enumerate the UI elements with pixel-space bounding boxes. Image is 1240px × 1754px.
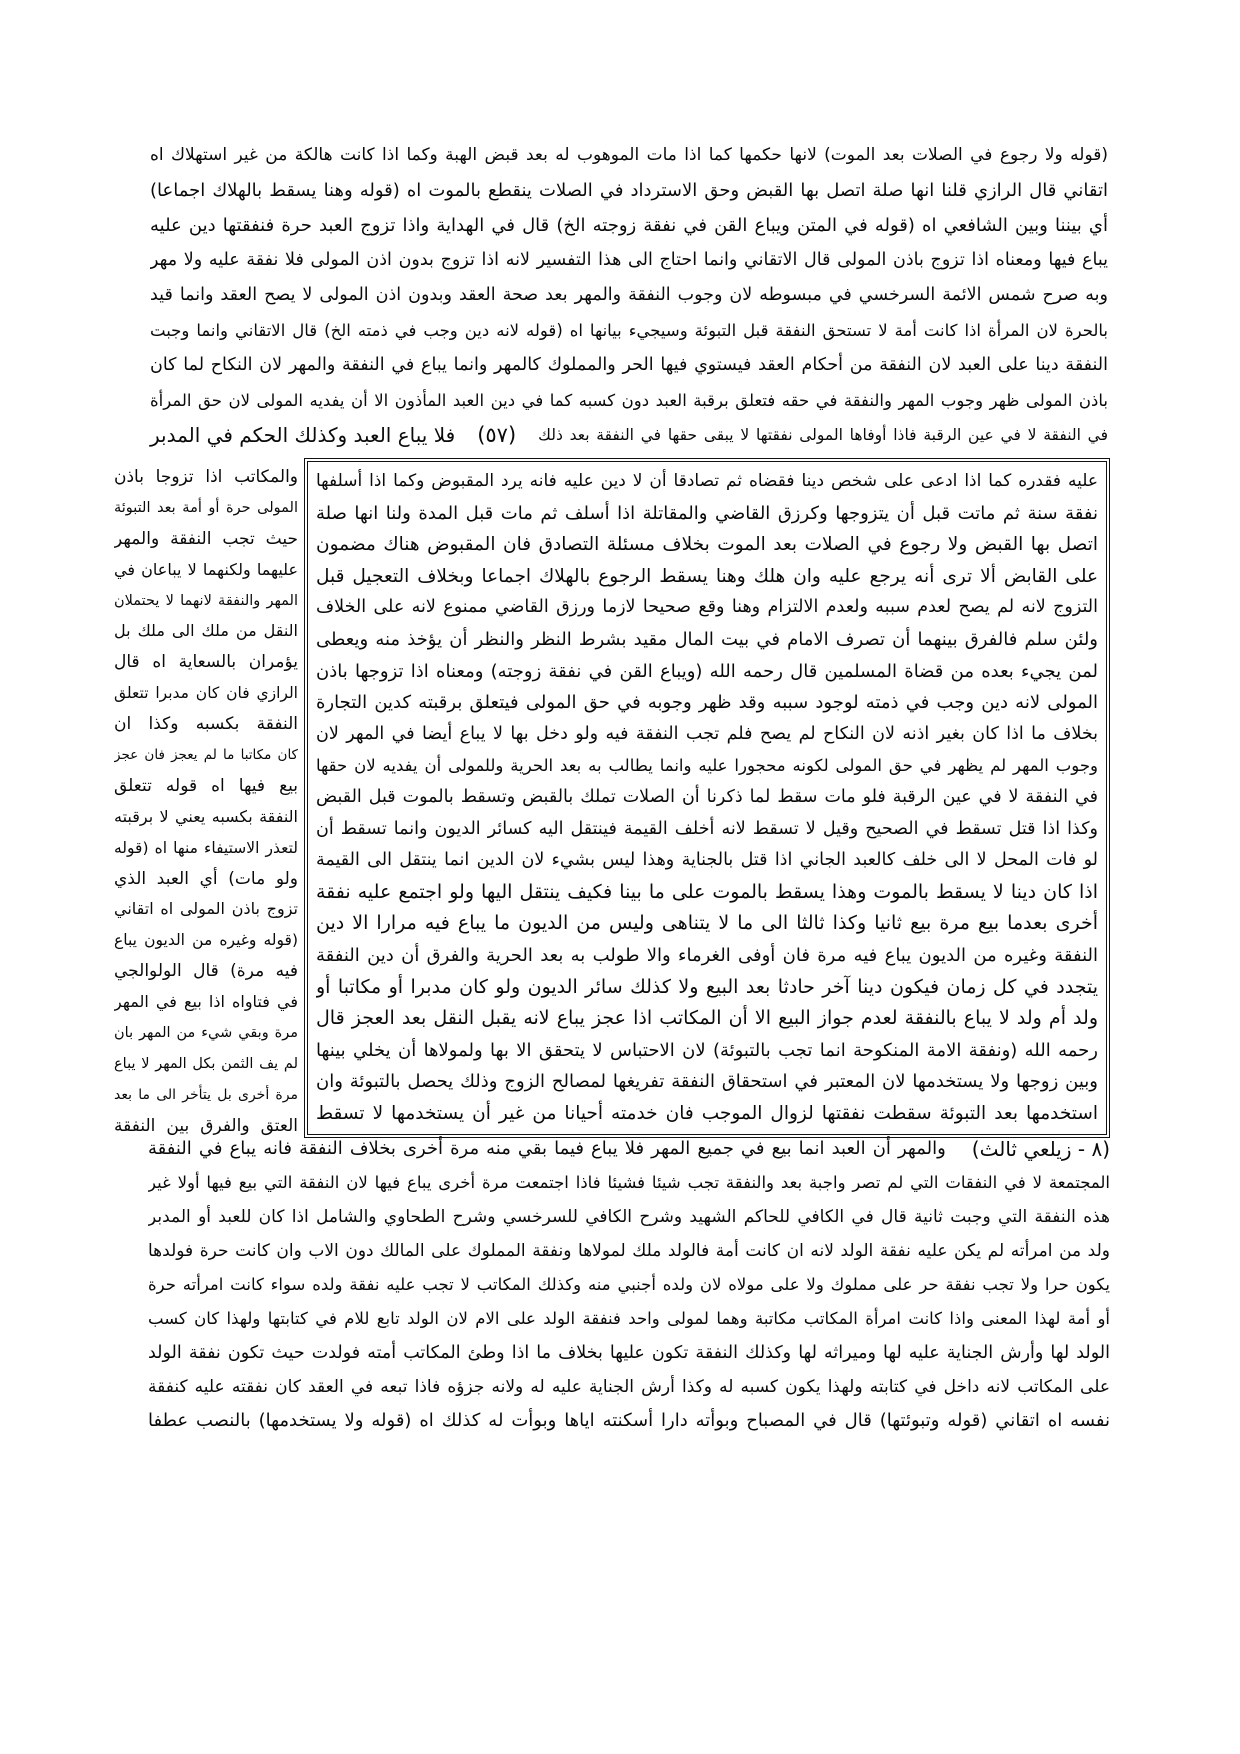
top-commentary (150, 138, 1108, 453)
main-text-line: بخلاف ما اذا كان بغير اذنه لان النكاح لم يصح فلم تجب النفقة فيه ولو دخل بها لا يباع أيضا في المهر لان (316, 723, 1098, 744)
commentary-line: باذن المولى ظهر وجوب المهر والنفقة في حقه فتعلق برقبة العبد دون كسبه كما في دين العبد المأذون الا أن يفديه المولى لان حق المرأة (150, 391, 1108, 410)
commentary-line: هذه النفقة التي وجبت ثانية قال في الكافي للحاكم الشهيد وشرح الكافي للسرخسي وشرح الطحاوي والشامل اذا كان للعبد أو المدبر (148, 1207, 1110, 1227)
margin-note-line: حيث تجب النفقة والمهر (114, 528, 298, 549)
main-text-frame (304, 458, 1110, 1138)
page-number: (٥٧) (477, 423, 517, 447)
margin-note-line: النفقة بكسبه وكذا ان (114, 714, 298, 735)
main-text-line: النفقة وغيره من الديون يباع فيه مرة فان أوفى الغرماء والا طولب به بعد الحرية والفرق أن دين النفقة (316, 944, 1098, 966)
margin-note-line: والمكاتب اذا تزوجا باذن (114, 467, 298, 487)
commentary-line: المجتمعة لا في النفقات التي لم تصر واجبة بعد والنفقة تجب شيئا فشيئا فاذا اجتمعت مرة أخرى يباع فيها لان النفقة التي بيع فيها أولا غير (148, 1173, 1110, 1192)
margin-note-line: النقل من ملك الى ملك بل (114, 621, 298, 641)
main-text-line: وجوب المهر لم يظهر في حق المولى لكونه محجورا عليه وانما يطالب به بعد الحرية وللمولى أن يفديه لان حقها (316, 756, 1098, 776)
main-text-line: وبين زوجها ولا يستخدمها لان المعتبر في استحقاق النفقة تفريغها لمصالح الزوج وذلك يحصل بالتبوئة وان (316, 1071, 1098, 1093)
commentary-line-segment: في النفقة لا في عين الرقبة فاذا أوفاها المولى نفقتها لا يبقى حقها في النفقة بعد ذلك (538, 426, 1108, 444)
signature-mark: (٨ - زيلعي ثالث) (971, 1137, 1110, 1161)
main-text-line: رحمه الله (ونفقة الامة المنكوحة انما تجب بالتبوئة) لان الاحتباس لا يتحقق الا بها ولمولاها أن يخلي بينها (316, 1039, 1098, 1061)
main-text-line: على القابض ألا ترى أنه يرجع عليه وان هلك وهنا يسقط الرجوع بالهلاك اجماعا وبخلاف التعجيل قبل (316, 565, 1098, 587)
commentary-line: النفقة دينا على العبد لان النفقة من أحكام العقد فيستوي فيها الحر والمملوك كالمهر وانما يباع في النفقة والمهر لان النكاح لما كان (150, 355, 1108, 375)
margin-note-line: المهر والنفقة لانهما لا يحتملان (114, 592, 298, 609)
margin-note-line: الرازي فان كان مدبرا تتعلق (114, 684, 298, 703)
main-text-line: المولى لانه دين وجب في ذمته لوجود سببه وقد ظهر وجوبه في حق المولى فيتعلق برقبته كدين التجارة (316, 692, 1098, 714)
commentary-line: بالحرة لان المرأة اذا كانت أمة لا تستحق النفقة قبل التبوئة وسيجيء بيانها اه (قوله لانه دين وجب في ذمته الخ) قال الاتقاني وانما وجبت (150, 321, 1108, 340)
bottom-commentary (148, 1132, 1110, 1438)
commentary-line: يباع فيها ومعناه اذا تزوج باذن المولى قال الاتقاني وانما احتاج الى هذا التفسير لانه اذا تزوج بدون اذن المولى فلا نفقة عليه ولا مهر (150, 250, 1108, 270)
commentary-line: أو أمة لهذا المعنى واذا كانت امرأة المكاتب مكاتبة وهما لمولى واحد فنفقة الولد على الام لان الولد تابع للام في كتابتها ولهذا كان كسب (148, 1309, 1110, 1328)
commentary-line: اتقاني قال الرازي قلنا انها صلة اتصل بها القبض وحق الاسترداد في الصلات ينقطع بالموت اه (قوله وهنا يسقط بالهلاك اجماعا) (150, 180, 1108, 201)
margin-note-line: فيه مرة) قال الولوالجي (114, 961, 298, 982)
margin-note-line: مرة أخرى بل يتأخر الى ما بعد (114, 1086, 298, 1103)
margin-note-line: عليهما ولكنهما لا يباعان في (114, 559, 298, 579)
main-text-line: نفقة سنة ثم ماتت قبل أن يتزوجها وكرزق القاضي والمقاتلة اذا أسلف ثم مات قبل المدة ولنا انها صلة (316, 502, 1098, 524)
commentary-line: الولد لها وأرش الجناية عليه لها وميراثه لها وكذلك النفقة تكون عليها بخلاف ما اذا وطئ المكاتب أمته فولدت حيث تكون نفقة الولد (148, 1343, 1110, 1363)
margin-note-line: العتق والفرق بين النفقة (114, 1115, 298, 1136)
margin-note-line: لم يف الثمن بكل المهر لا يباع (114, 1055, 298, 1072)
commentary-line-with-signature (148, 1132, 1110, 1166)
main-text-line: التزوج لانه لم يصح لعدم سببه ولعدم الالتزام وهنا وقع صحيحا لازما ورزق القاضي ممنوع لانه على الخلاف (316, 597, 1098, 618)
main-text-line: في النفقة لا في عين الرقبة فلو مات سقط لما ذكرنا أن الصلات تملك بالقبض وتسقط بالموت قبل القبض (316, 786, 1098, 807)
commentary-line: وبه صرح شمس الائمة السرخسي في مبسوطه لان وجوب النفقة والمهر بعد صحة العقد وبدون اذن المولى لا يصح العقد وانما قيد (150, 285, 1108, 305)
margin-note-line: النفقة بكسبه يعني لا برقبته (114, 806, 298, 826)
commentary-line: أي بيننا وبين الشافعي اه (قوله في المتن ويباع القن في نفقة زوجته الخ) قال في الهداية واذا تزوج العبد حرة فنفقتها دين عليه (150, 215, 1108, 236)
commentary-line: ولد من امرأته لم يكن عليه نفقة الولد لانه ان كانت أمة فالولد ملك لمولاها ونفقة المملوك على المالك دون الاب وان كانت حرة فولدها (148, 1241, 1110, 1261)
margin-note-line: لتعذر الاستيفاء منها اه (قوله (114, 838, 298, 857)
commentary-line: على المكاتب لانه داخل في كتابته ولهذا يكون كسبه له وكذا أرش الجناية عليه له ولانه جزؤه فاذا تبعه في العقد كان نفقته عليه كنفقة (148, 1377, 1110, 1397)
commentary-line: يكون حرا ولا تجب نفقة حر على مملوك ولا على مولاه لان ولده أجنبي منه وكذلك المكاتب لا تجب عليه نفقة ولده سواء كانت امرأته حرة (148, 1275, 1110, 1294)
margin-note-line: (قوله وغيره من الديون يباع (114, 931, 298, 950)
main-text-line: يتجدد في كل زمان فيكون دينا آخر حادثا بعد البيع ولا كذلك سائر الديون ولو كان مدبرا أو مكاتبا أو (316, 975, 1098, 998)
margin-note-line: مرة وبقي شيء من المهر بان (114, 1025, 298, 1042)
margin-note-line: كان مكاتبا ما لم يعجز فان عجز (114, 747, 298, 764)
margin-note-line: بيع فيها اه قوله تتعلق (114, 775, 298, 796)
commentary-line: (قوله ولا رجوع في الصلات بعد الموت) لانها حكمها كما اذا مات الموهوب له بعد قبض الهبة وكما اذا كانت هالكة من غير استهلاك اه (150, 145, 1108, 165)
margin-note-line: يؤمران بالسعاية اه قال (114, 652, 298, 673)
commentary-line: نفسه اه اتقاني (قوله وتبوئتها) قال في المصباح وبوأته دارا أسكنته اياها وبوأت له كذلك اه (قوله ولا يستخدمها) بالنصب عطفا (148, 1410, 1110, 1431)
main-text-line: اذا كان دينا لا يسقط بالموت وهذا يسقط بالموت على ما بينا فكيف ينتقل اليها ولو اجتمع عليه نفقة (316, 880, 1098, 903)
main-text-line: ولئن سلم فالفرق بينهما أن تصرف الامام في بيت المال مقيد بشرط النظر والنظر أن يؤخذ منه ويعطى (316, 628, 1098, 650)
margin-note-line: المولى حرة أو أمة بعد التبوئة (114, 499, 298, 516)
main-text-line: وكذا اذا قتل تسقط في الصحيح وقيل لا تسقط لانه أخلف القيمة فينتقل اليه كسائر الديون وانما تسقط أن (316, 818, 1098, 839)
margin-note-line: تزوج باذن المولى اه اتقاني (114, 899, 298, 919)
commentary-line-segment: والمهر أن العبد انما بيع في جميع المهر فلا يباع فيما بقي منه مرة أخرى بخلاف النفقة فانه يباع في النفقة (148, 1138, 946, 1159)
commentary-line-with-page-number (150, 418, 1108, 453)
main-text-line: اتصل بها القبض ولا رجوع في الصلات بعد الموت بخلاف مسئلة التصادق فان المقبوض هناك مضمون (316, 534, 1098, 556)
commentary-line-segment: فلا يباع العبد وكذلك الحكم في المدبر (150, 423, 456, 447)
main-text-line: استخدمها بعد التبوئة سقطت نفقتها لزوال الموجب فان خدمته أحيانا من غير أن يستخدمها لا تسقط (316, 1102, 1098, 1124)
margin-commentary (114, 462, 298, 1142)
main-text-line: عليه فقدره كما اذا ادعى على شخص دينا فقضاه ثم تصادقا أن لا دين عليه فانه يرد المقبوض وكما اذا أسلفها (316, 471, 1098, 491)
main-text-line: لو فات المحل لا الى خلف كالعبد الجاني اذا قتل بالجناية وهذا ليس بشيء لان الدين انما ينتقل الى القيمة (316, 850, 1098, 871)
margin-note-line: في فتاواه اذا بيع في المهر (114, 992, 298, 1012)
main-text-line: ولد أم ولد لا يباع بالنفقة لعدم جواز البيع الا أن المكاتب اذا عجز يباع لانه يقبل النقل بعد العجز قال (316, 1007, 1098, 1030)
main-text-line: لمن يجيء بعده من قضاة المسلمين قال رحمه الله (ويباع القن في نفقة زوجته) ومعناه اذا تزوجها باذن (316, 660, 1098, 682)
main-text-line: أخرى بعدما بيع مرة بيع ثانيا وكذا ثالثا الى ما لا يتناهى وليس من الديون ما يباع فيه مرارا الا دين (316, 912, 1098, 935)
margin-note-line: ولو مات) أي العبد الذي (114, 868, 298, 889)
